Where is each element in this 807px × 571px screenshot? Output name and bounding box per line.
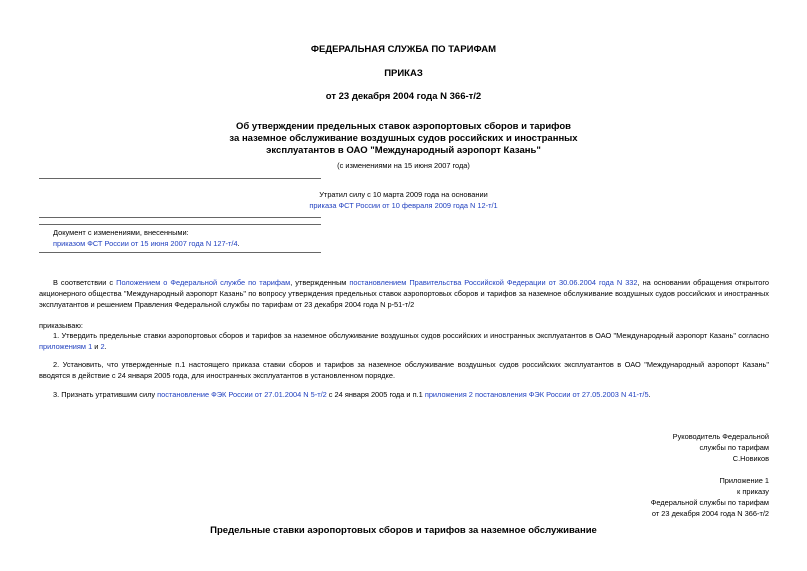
signature-line-1: Руководитель Федеральной xyxy=(672,432,769,441)
item-1-paragraph: 1. Утвердить предельные ставки аэропортовых сборов и тарифов за наземное обслуживание воздушных судов российских и иностранных эксплуатантов в ОАО "Международный аэропорт Казань" согласно приложениям 1 и 2. xyxy=(39,331,769,351)
fek-decree-link[interactable]: постановление ФЭК России от 27.01.2004 N 5-т/2 xyxy=(157,390,327,399)
order-word: приказываю: xyxy=(39,321,83,330)
appendix-line-1: Приложение 1 xyxy=(719,476,769,485)
fek-appendix-link[interactable]: приложения 2 постановления ФЭК России от 27.05.2003 N 41-т/5 xyxy=(424,390,649,399)
appendix-heading: Предельные ставки аэропортовых сборов и тарифов за наземное обслуживание xyxy=(210,525,597,536)
signature-line-2: службы по тарифам xyxy=(699,443,769,452)
appendix-1-link[interactable]: приложениям 1 xyxy=(39,342,93,351)
signature-block xyxy=(673,431,769,464)
changes-block: Документ с изменениями, внесенными: приказом ФСТ России от 15 июня 2007 года N 127-т/4. xyxy=(53,228,240,248)
separator-line xyxy=(39,178,321,179)
appendix-line-2: к приказу xyxy=(737,487,769,496)
government-decree-link[interactable]: постановлением Правительства Российской Федерации от 30.06.2004 года N 332 xyxy=(349,278,638,287)
signature-line-3: С.Новиков xyxy=(732,454,769,463)
appendix-2-link[interactable]: 2 xyxy=(100,342,105,351)
item-2-paragraph: 2. Установить, что утвержденные п.1 настоящего приказа ставки сборов и тарифов за наземное обслуживание воздушных судов российских эксплуатантов в ОАО "Международный аэропорт Казань" вводятся в действие с 24 января 2005 года, для иностранных эксплуатантов в установленном порядке. xyxy=(39,360,769,380)
doc-type: ПРИКАЗ xyxy=(384,68,423,79)
amendment-note: (с изменениями на 15 июня 2007 года) xyxy=(337,161,470,170)
title-line-2: за наземное обслуживание воздушных судов российских и иностранных xyxy=(229,133,578,144)
appendix-line-3: Федеральной службы по тарифам xyxy=(650,498,769,507)
separator-line xyxy=(39,252,321,253)
appendix-block xyxy=(651,475,769,519)
preamble-paragraph: В соответствии с Положением о Федеральной службе по тарифам, утвержденным постановлением Правительства Российской Федерации от 30.06.2004 года N 332, на основании обращения открытого акционерного общества "Международный аэропорт Казань" по вопросу утверждения предельных ставок аэропортовых сборов и тарифов за наземное обслуживание воздушных судов российских и иностранных эксплуатантов и решением Правления Федеральной службы по тарифам от 23 декабря 2004 года N р-51-т/2 xyxy=(39,278,770,309)
doc-date: от 23 декабря 2004 года N 366-т/2 xyxy=(325,91,482,102)
appendix-line-4: от 23 декабря 2004 года N 366-т/2 xyxy=(651,509,769,518)
regulation-link[interactable]: Положением о Федеральной службе по тарифам xyxy=(116,278,291,287)
changes-label: Документ с изменениями, внесенными: xyxy=(53,228,189,237)
separator-line xyxy=(39,224,321,225)
expired-text: Утратил силу с 10 марта 2009 года на основании xyxy=(319,190,488,199)
title-line-1: Об утверждении предельных ставок аэропортовых сборов и тарифов xyxy=(235,121,571,132)
changes-order-link[interactable]: приказом ФСТ России от 15 июня 2007 года N 127-т/4 xyxy=(53,239,238,248)
agency-name: ФЕДЕРАЛЬНАЯ СЛУЖБА ПО ТАРИФАМ xyxy=(310,44,497,55)
item-3-paragraph: 3. Признать утратившим силу постановление ФЭК России от 27.01.2004 N 5-т/2 с 24 января 2005 года и п.1 приложения 2 постановления ФЭК России от 27.05.2003 N 41-т/5. xyxy=(53,390,651,399)
expired-note xyxy=(0,189,807,211)
document-title xyxy=(0,121,807,157)
separator-line xyxy=(39,217,321,218)
title-line-3: эксплуатантов в ОАО "Международный аэропорт Казань" xyxy=(266,145,541,156)
expired-order-link[interactable]: приказа ФСТ России от 10 февраля 2009 года N 12-т/1 xyxy=(309,201,498,210)
